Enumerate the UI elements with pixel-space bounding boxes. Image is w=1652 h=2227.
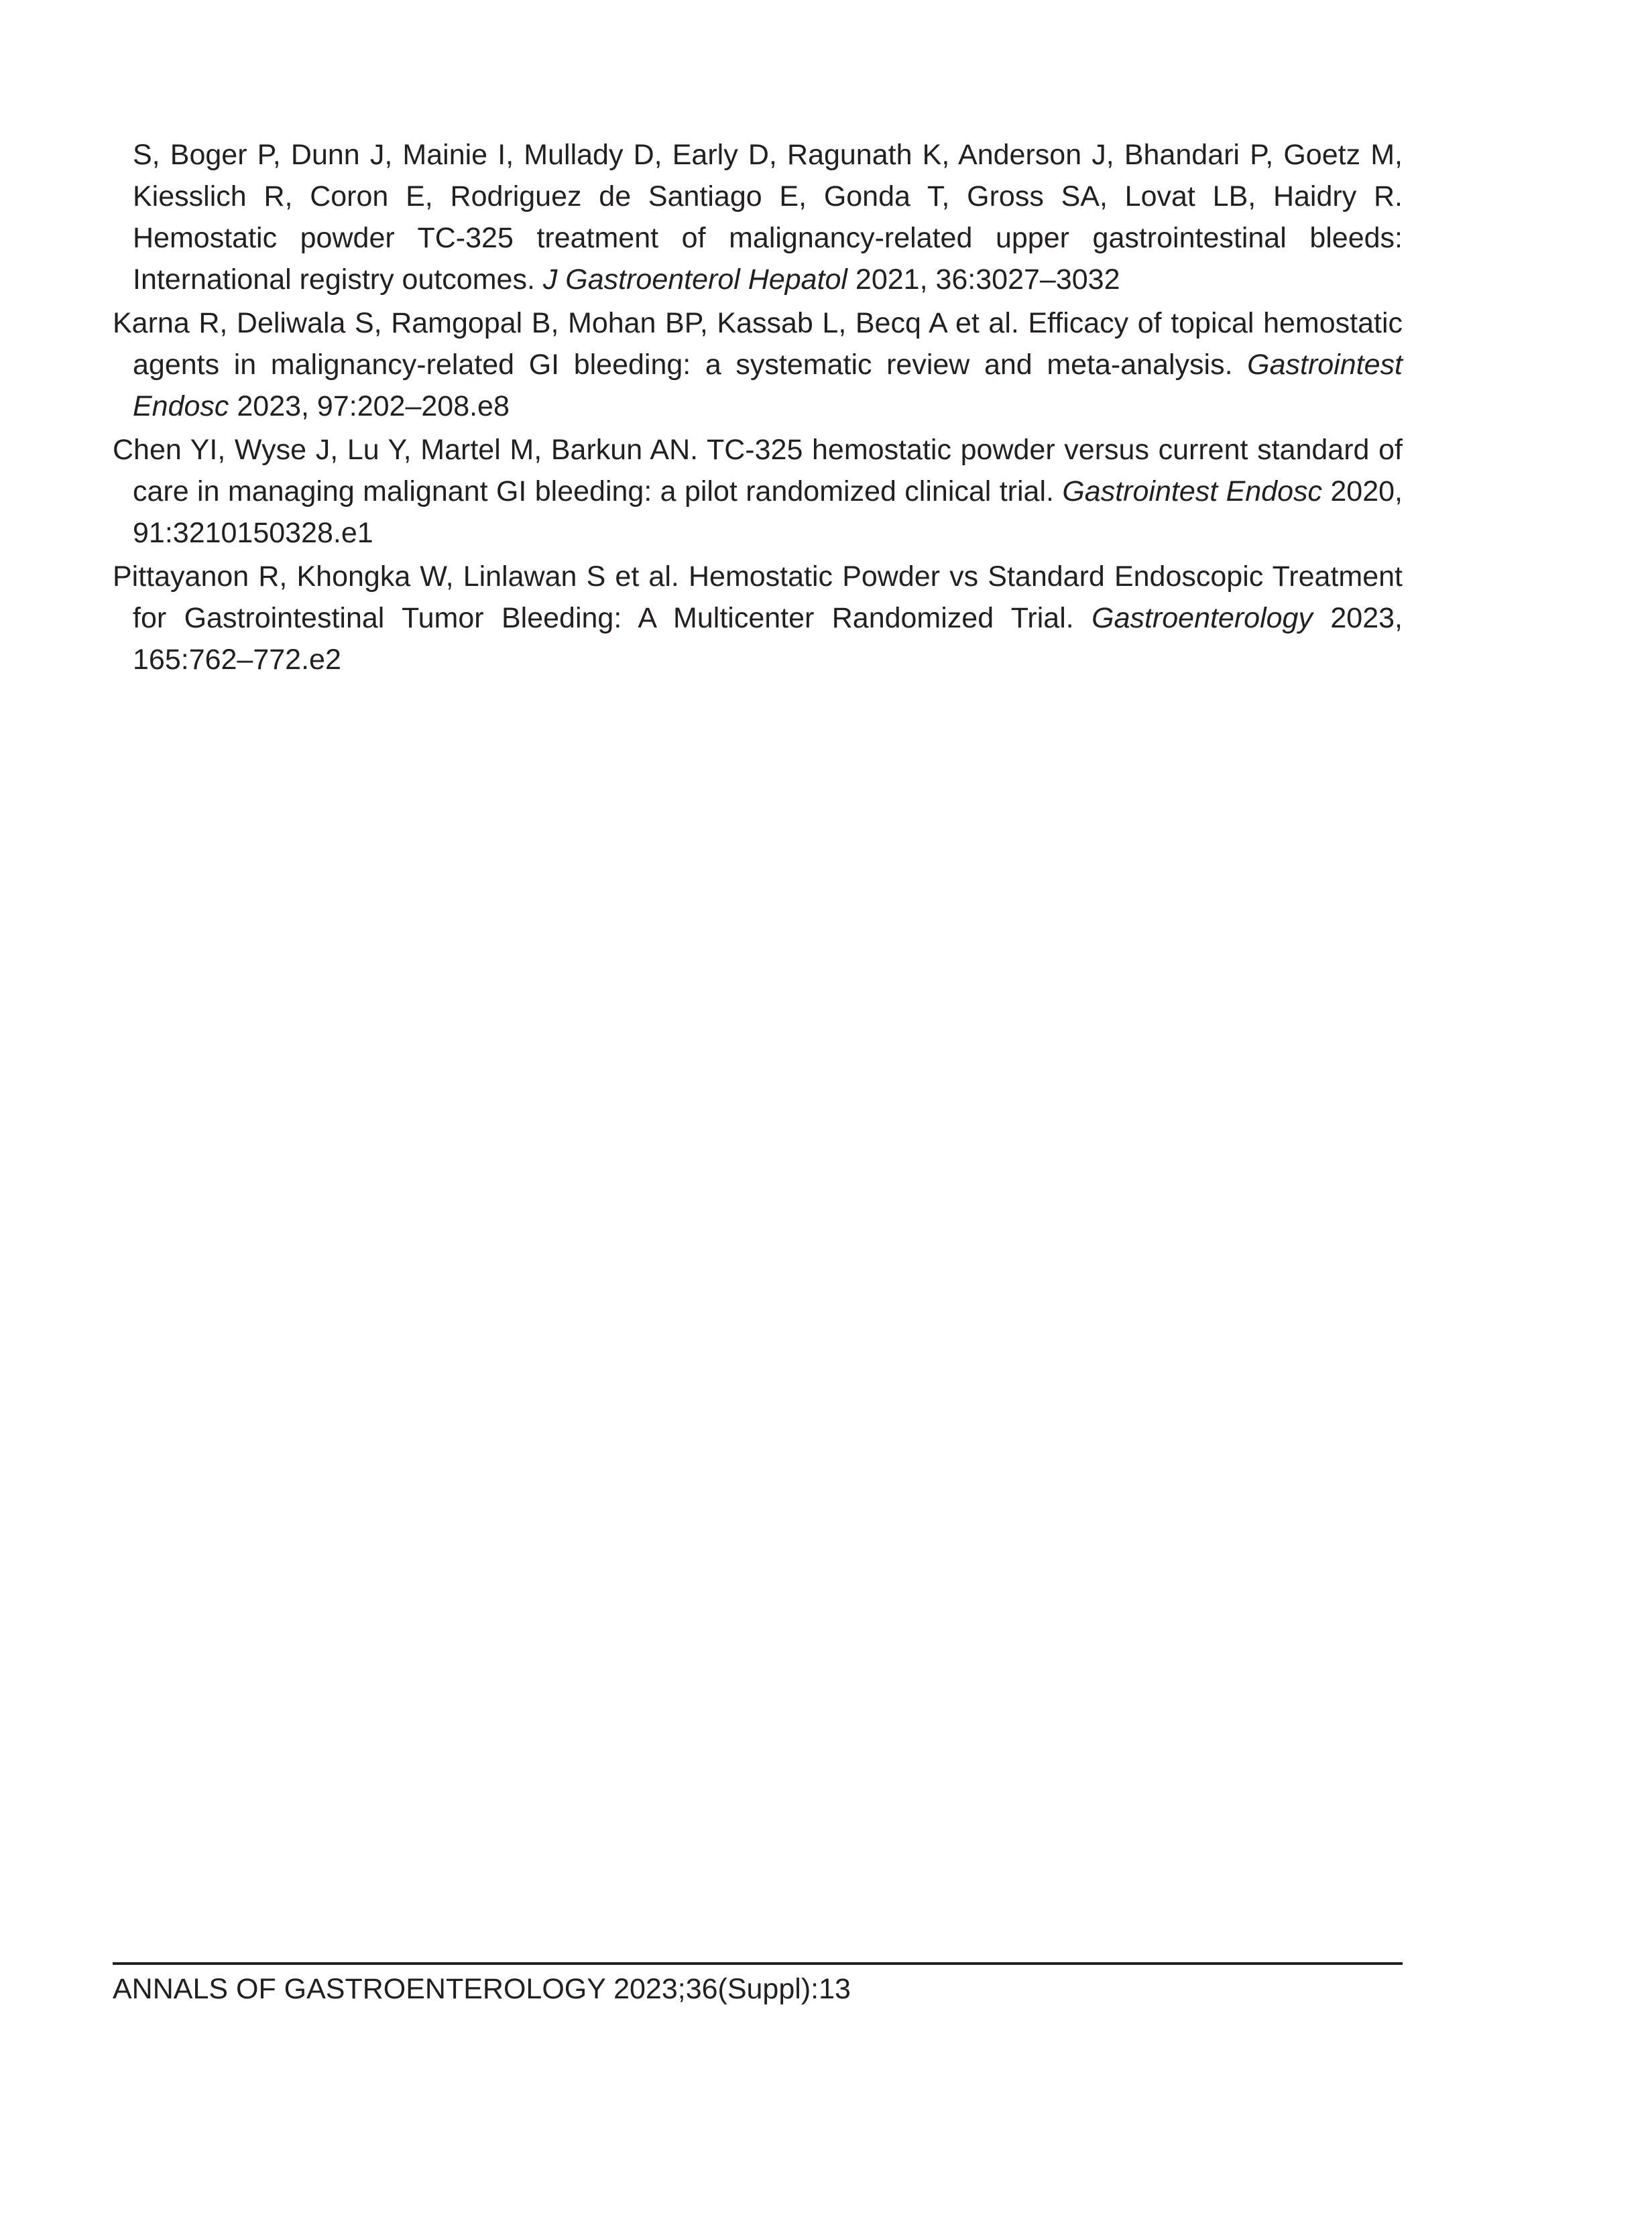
page-footer: ANNALS OF GASTROENTEROLOGY 2023;36(Suppl):13	[113, 1973, 851, 2005]
reference-text: Pittayanon R, Khongka W, Linlawan S et al. Hemostatic Powder vs Standard Endoscopic Treatment for Gastrointestinal Tumor Bleeding: A Multicenter Randomized Trial.	[113, 560, 1403, 634]
reference-citation: 2020, 91:3210150328.e1	[133, 475, 1403, 549]
reference-journal: Gastrointest Endosc	[133, 349, 1403, 422]
reference-text: S, Boger P, Dunn J, Mainie I, Mullady D, Early D, Ragunath K, Anderson J, Bhandari P, Goetz M, Kiesslich R, Coron E, Rodriguez de Santiago E, Gonda T, Gross SA, Lovat LB, Haidry R. Hemostatic powder TC-325 treatment of malignancy-related upper gastrointestinal bleeds: International registry outcomes.	[133, 139, 1403, 296]
reference-journal: Gastroenterology	[1092, 602, 1313, 634]
reference-journal: Gastrointest Endosc	[1062, 475, 1322, 507]
reference-item	[113, 556, 1403, 680]
footer-divider	[113, 1962, 1403, 1965]
reference-item	[113, 134, 1403, 300]
reference-item	[113, 429, 1403, 554]
reference-text: Chen YI, Wyse J, Lu Y, Martel M, Barkun AN. TC-325 hemostatic powder versus current standard of care in managing malignant GI bleeding: a pilot randomized clinical trial.	[113, 434, 1403, 507]
reference-citation: 2023, 165:762–772.e2	[133, 602, 1403, 676]
reference-citation: 2021, 36:3027–3032	[847, 263, 1120, 296]
reference-journal: J Gastroenterol Hepatol	[542, 263, 847, 296]
reference-item	[113, 302, 1403, 427]
reference-citation: 2023, 97:202–208.e8	[229, 390, 510, 422]
reference-list	[113, 134, 1403, 682]
reference-text: Karna R, Deliwala S, Ramgopal B, Mohan BP, Kassab L, Becq A et al. Efficacy of topical hemostatic agents in malignancy-related GI bleeding: a systematic review and meta-analysis.	[113, 307, 1403, 381]
